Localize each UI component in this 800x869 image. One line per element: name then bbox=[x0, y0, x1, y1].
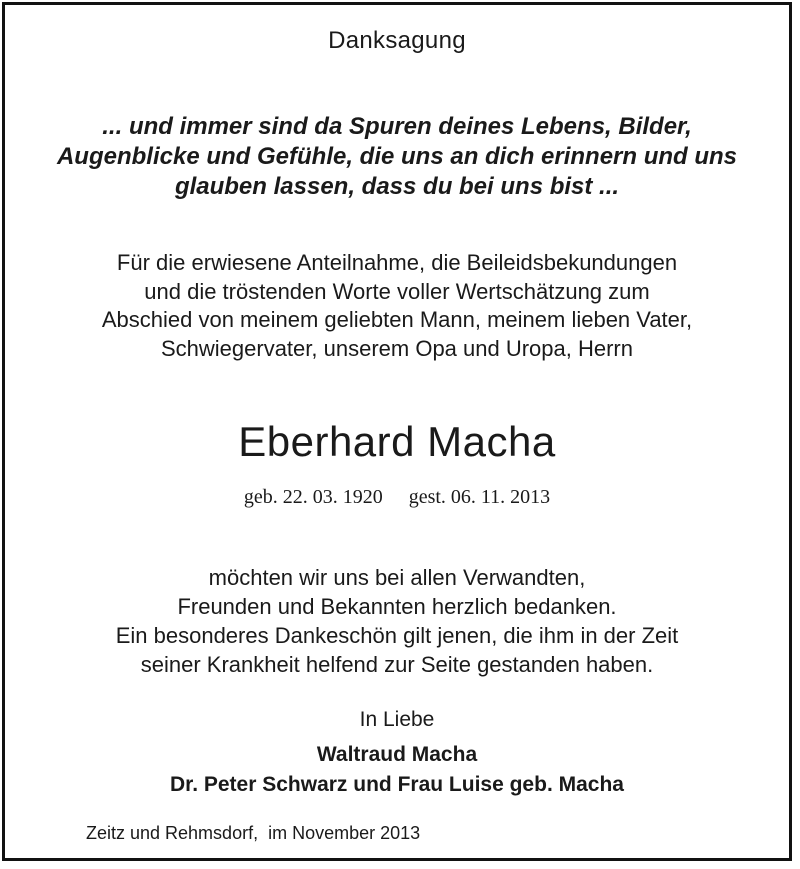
quote-line: ... und immer sind da Spuren deines Lebens, Bilder, bbox=[102, 113, 692, 140]
signatory-name: Waltraud Macha bbox=[316, 743, 478, 766]
thanks-line: und die tröstenden Worte voller Wertschätzung zum bbox=[144, 278, 650, 304]
closing-line: Freunden und Bekannten herzlich bedanken. bbox=[177, 594, 617, 619]
closing-line: seiner Krankheit helfend zur Seite gestanden haben. bbox=[140, 652, 654, 677]
memorial-quote bbox=[5, 112, 789, 202]
life-dates bbox=[5, 482, 789, 512]
place-and-date: Zeitz und Rehmsdorf, im November 2013 bbox=[86, 823, 421, 843]
notice-title: Danksagung bbox=[328, 27, 466, 54]
in-love-line: In Liebe bbox=[359, 708, 435, 731]
closing-line: Ein besonderes Dankeschön gilt jenen, die ihm in der Zeit bbox=[115, 623, 679, 648]
closing-paragraph bbox=[5, 563, 789, 679]
birth-date: geb. 22. 03. 1920 bbox=[243, 486, 383, 508]
closing-line: möchten wir uns bei allen Verwandten, bbox=[208, 565, 586, 590]
thanks-line: Abschied von meinem geliebten Mann, meinem lieben Vater, bbox=[101, 307, 693, 332]
quote-line: Augenblicke und Gefühle, die uns an dich erinnern und uns bbox=[56, 143, 738, 170]
thanks-line: Schwiegervater, unserem Opa und Uropa, Herrn bbox=[160, 335, 633, 361]
signatories bbox=[5, 740, 789, 800]
obituary-notice bbox=[2, 2, 792, 861]
death-date: gest. 06. 11. 2013 bbox=[408, 486, 551, 508]
thanks-line: Für die erwiesene Anteilnahme, die Beileidsbekundungen bbox=[116, 250, 678, 275]
signatory-name: Dr. Peter Schwarz und Frau Luise geb. Macha bbox=[170, 773, 624, 796]
deceased-name: Eberhard Macha bbox=[238, 418, 556, 465]
quote-line: glauben lassen, dass du bei uns bist ... bbox=[174, 173, 620, 200]
thanks-paragraph bbox=[5, 249, 789, 363]
